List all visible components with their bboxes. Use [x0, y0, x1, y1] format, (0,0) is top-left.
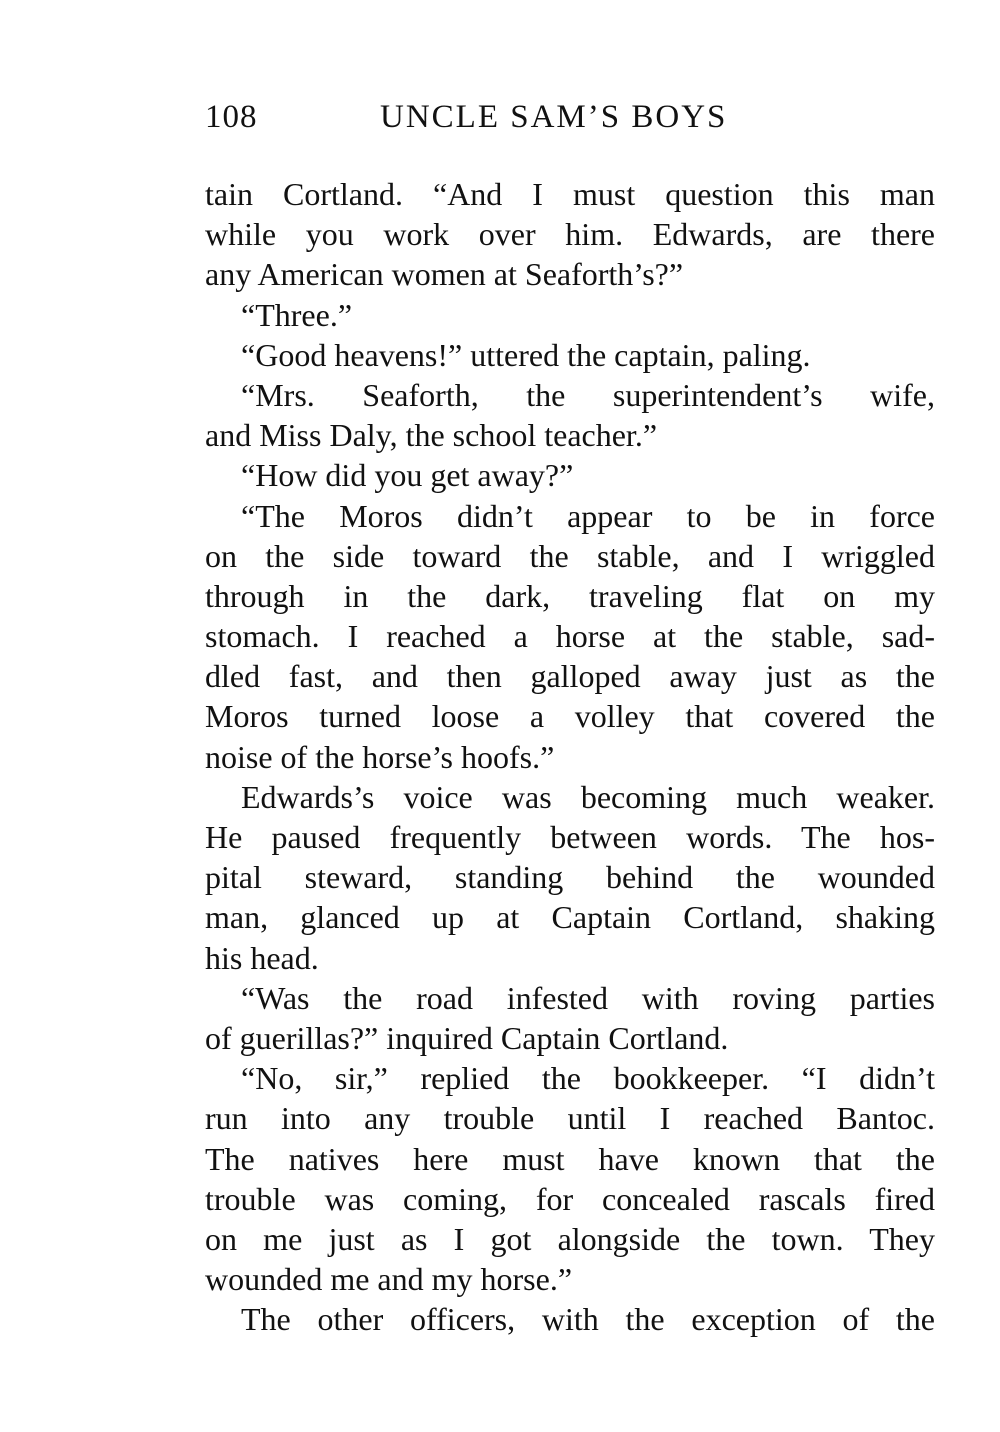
text-line: “Three.”	[241, 296, 353, 333]
text-line: while you work over him. Edwards, are there	[205, 216, 935, 253]
text-line: Moros turned loose a volley that covered the	[205, 698, 935, 735]
text-line: and Miss Daly, the school teacher.”	[205, 417, 658, 454]
text-line: noise of the horse’s hoofs.”	[205, 738, 555, 775]
text-line: stomach. I reached a horse at the stable, sad-	[205, 618, 935, 655]
text-line: Edwards’s voice was becoming much weaker.	[241, 778, 935, 815]
text-line: “Good heavens!” uttered the captain, paling.	[241, 336, 811, 373]
text-line: man, glanced up at Captain Cortland, shaking	[205, 899, 935, 936]
text-line: “The Moros didn’t appear to be in force	[241, 497, 935, 534]
text-line: “No, sir,” replied the bookkeeper. “I didn’t	[241, 1060, 935, 1097]
body-text	[205, 174, 935, 1339]
text-line: dled fast, and then galloped away just as the	[205, 658, 935, 695]
text-line: “Was the road infested with roving parties	[241, 979, 935, 1016]
page-header	[205, 92, 765, 142]
text-line: The natives here must have known that the	[205, 1140, 935, 1177]
text-line: run into any trouble until I reached Bantoc.	[205, 1100, 935, 1137]
text-line: of guerillas?” inquired Captain Cortland.	[205, 1019, 729, 1056]
text-line: through in the dark, traveling flat on my	[205, 577, 935, 614]
text-line: on the side toward the stable, and I wriggled	[205, 537, 935, 574]
text-line: trouble was coming, for concealed rascals fired	[205, 1180, 935, 1217]
text-line: wounded me and my horse.”	[205, 1261, 573, 1298]
text-line: his head.	[205, 939, 319, 976]
text-line: The other officers, with the exception of the	[241, 1301, 935, 1338]
text-line: “Mrs. Seaforth, the superintendent’s wife,	[241, 376, 935, 413]
text-line: “How did you get away?”	[241, 457, 574, 494]
text-line: He paused frequently between words. The hos-	[205, 819, 935, 855]
text-line: pital steward, standing behind the wounded	[205, 859, 935, 896]
text-line: any American women at Seaforth’s?”	[205, 256, 684, 293]
text-line: on me just as I got alongside the town. They	[205, 1220, 935, 1257]
text-line: tain Cortland. “And I must question this man	[205, 176, 935, 212]
page-number: 108	[205, 99, 258, 135]
running-title: UNCLE SAM’S BOYS	[380, 99, 728, 135]
